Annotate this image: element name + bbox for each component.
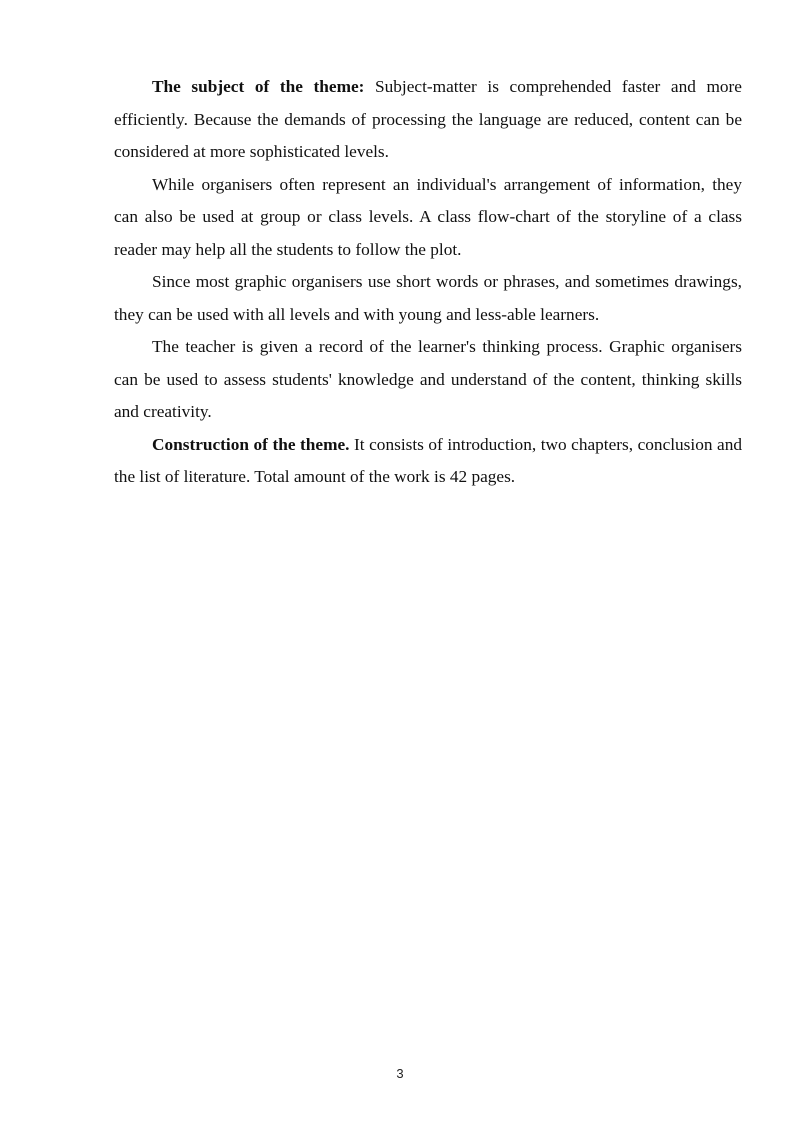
paragraph-text-construction: It consists of introduction, two chapters, conclusion and the list of literature. Total amount of the work is 42 pages. — [114, 434, 742, 486]
paragraph-text-subject: Subject-matter is comprehended faster and more efficiently. Because the demands of processing the language are reduced, content can be considered at more sophisticated levels. — [114, 77, 742, 161]
paragraph-teacher-record — [114, 331, 742, 429]
paragraph-text-teacher-record: The teacher is given a record of the learner's thinking process. Graphic organisers can be used to assess students' knowledge and understand of the content, thinking skills and creativity. — [114, 337, 742, 421]
paragraph-construction-of-theme — [114, 429, 742, 494]
paragraph-organisers-group-use — [114, 169, 742, 267]
paragraph-short-words — [114, 266, 742, 331]
page-number: 3 — [396, 1066, 404, 1081]
paragraph-lead-construction: Construction of the theme. — [152, 434, 350, 454]
paragraph-text-short-words: Since most graphic organisers use short words or phrases, and sometimes drawings, they can be used with all levels and with young and less-able learners. — [114, 272, 742, 324]
paragraph-lead-subject: The subject of the theme: — [152, 77, 365, 96]
document-body — [114, 71, 742, 494]
paragraph-subject-of-theme — [114, 71, 742, 169]
paragraph-text-organisers: While organisers often represent an individual's arrangement of information, they can also be used at group or class levels. A class flow-chart of the storyline of a class reader may help all the students to follow the plot. — [114, 174, 742, 259]
